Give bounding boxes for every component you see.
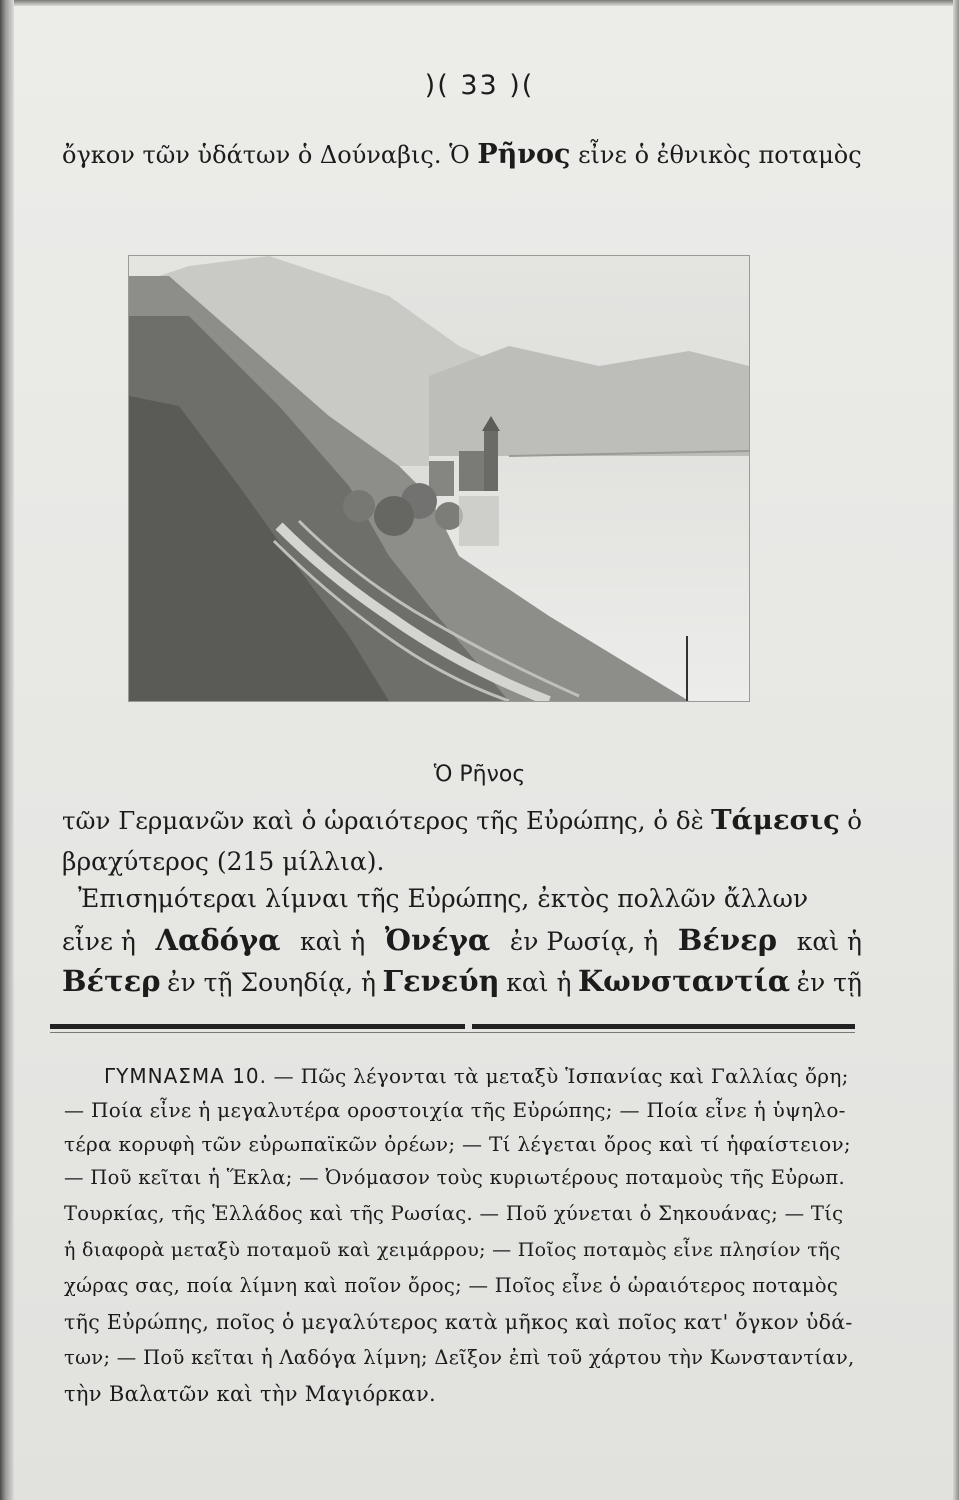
- thames-bold: Τάμεσις: [711, 804, 840, 836]
- exercise-line-2: — Ποία εἶνε ἡ μεγαλυτέρα οροστοιχία τῆς Εὐρώπης; — Ποία εἶνε ἡ ὑψηλο-: [64, 1098, 846, 1122]
- divider-thick-left: [50, 1024, 465, 1029]
- page-top-edge: [0, 0, 959, 6]
- para-l4-e: ἐν Ρωσίᾳ, ἡ: [509, 927, 659, 956]
- exercise-line-5: Τουρκίας, τῆς Ἑλλάδος καὶ τῆς Ρωσίας. — Ποῦ χύνεται ὁ Σηκουάνας; — Τίς: [64, 1202, 844, 1225]
- rhine-bold: Ρῆνος: [477, 139, 571, 170]
- exercise-line-6: ἡ διαφορὰ μεταξὺ ποταμοῦ καὶ χειμάρρου; — Ποῖος ποταμὸς εἶνε πλησίον τῆς: [64, 1239, 841, 1261]
- divider-thick-right: [472, 1024, 855, 1029]
- para-l4-a: εἶνε ἡ: [62, 927, 136, 956]
- exercise-line-8: τῆς Εὐρώπης, ποῖος ὁ μεγαλύτερος κατὰ μῆκος καὶ ποῖος κατ' ὄγκον ὑδά-: [64, 1310, 853, 1334]
- paragraph-line-5: [62, 966, 862, 998]
- exercise-text-1: — Πῶς λέγονται τὰ μεταξὺ Ἱσπανίας καὶ Γαλλίας ὄρη;: [273, 1064, 849, 1088]
- page-right-edge: [953, 0, 959, 1500]
- page-number: )( 33 )(: [424, 70, 535, 101]
- section-divider: [50, 1024, 855, 1034]
- paragraph-line-4: [62, 925, 862, 957]
- vener-bold: Βένερ: [677, 923, 778, 957]
- para-l1-c: ὁ: [847, 806, 862, 835]
- exercise-heading: ΓΥΜΝΑΣΜΑ 10.: [104, 1064, 267, 1088]
- para-l5-b: ἐν τῇ Σουηδίᾳ, ἡ: [167, 968, 376, 997]
- konstanz-bold: Κωνσταντία: [577, 964, 791, 998]
- geneva-bold: Γενεύη: [382, 964, 500, 998]
- top-text-line: [62, 140, 862, 170]
- exercise-line-7: χώρας σας, ποία λίμνη καὶ ποῖον ὄρος; — Ποῖος εἶνε ὁ ὡραιότερος ποταμὸς: [64, 1274, 839, 1297]
- exercise-line-3: τέρα κορυφὴ τῶν εὐρωπαϊκῶν ὀρέων; — Τί λέγεται ὄρος καὶ τί ἡφαίστειον;: [64, 1132, 851, 1156]
- exercise-line-1: [104, 1062, 854, 1090]
- ladoga-bold: Λαδόγα: [155, 923, 281, 957]
- paragraph-line-3: Ἐπισημότεραι λίμναι τῆς Εὐρώπης, ἐκτὸς πολλῶν ἄλλων: [78, 884, 809, 913]
- figure-caption: Ὁ Ρῆνος: [433, 762, 526, 787]
- page-left-edge: [0, 0, 14, 1500]
- top-line-pre: ὄγκον τῶν ὑδάτων ὁ Δούναβις. Ὁ: [62, 141, 478, 169]
- divider-thin: [50, 1032, 855, 1033]
- onega-bold: Ὀνέγα: [384, 923, 491, 957]
- para-l4-c: καὶ ἡ: [300, 927, 366, 956]
- paragraph-line-2: βραχύτερος (215 μίλλια).: [62, 847, 385, 876]
- exercise-line-10: τὴν Βαλατῶν καὶ τὴν Μαγιόρκαν.: [64, 1382, 436, 1406]
- veter-bold: Βέτερ: [62, 964, 161, 998]
- para-l4-g: καὶ ἡ: [796, 927, 862, 956]
- top-line-post: εἶνε ὁ ἐθνικὸς ποταμὸς: [570, 141, 862, 169]
- para-l5-d: καὶ ἡ: [506, 968, 572, 997]
- paragraph-line-1: [62, 805, 862, 836]
- exercise-line-9: των; — Ποῦ κεῖται ἡ Λαδόγα λίμνη; Δεῖξον ἐπὶ τοῦ χάρτου τὴν Κωνσταντίαν,: [64, 1346, 855, 1369]
- rhine-landscape-image: [129, 256, 749, 701]
- rhine-illustration: [128, 255, 750, 702]
- para-l1-a: τῶν Γερμανῶν καὶ ὁ ὡραιότερος τῆς Εὐρώπης, ὁ δὲ: [62, 806, 704, 835]
- exercise-line-4: — Ποῦ κεῖται ἡ Ἕκλα; — Ὀνόμασον τοὺς κυριωτέρους ποταμοὺς τῆς Εὐρωπ.: [64, 1166, 845, 1189]
- para-l5-f: ἐν τῇ: [796, 968, 862, 997]
